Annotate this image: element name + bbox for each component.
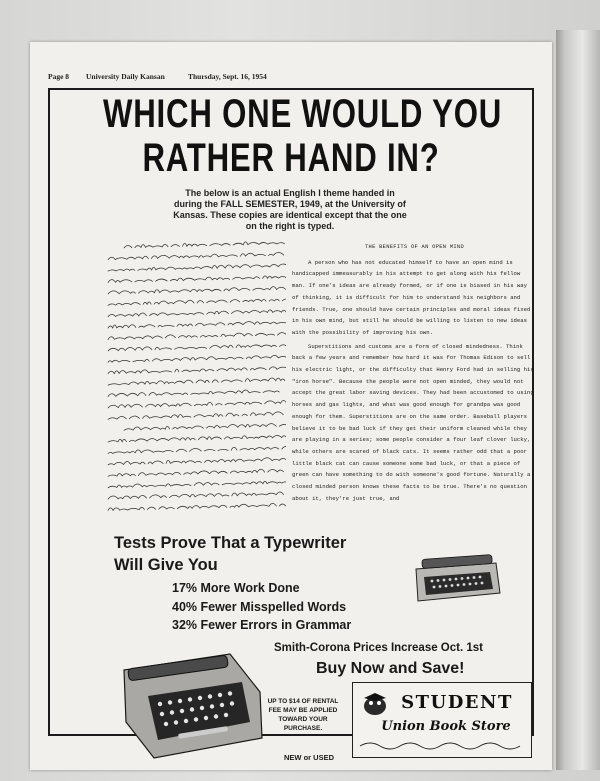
rental-fee-note: UP TO $14 OF RENTAL FEE MAY BE APPLIED TOWARD YOUR PURCHASE. [267, 698, 339, 732]
page-number: Page 8 [48, 72, 70, 81]
student-union-book-store-logo [352, 682, 534, 760]
store-name: STUDENT [401, 692, 513, 713]
store-mascot-icon [360, 690, 390, 718]
typewriter-illustration-small [408, 547, 504, 607]
typed-paragraph-1: A person who has not educated himself to have an open mind is handicapped immeasurably in his attempt to get along with his fellow man. If one's ideas are already formed, or if one is biased in his way of thinking, it is difficult for him to understand his neighbors and friends. True, one should have certain principles and moral ideas fixed in his own mind, but still he should be willing to listen to new ideas with the possibility of improving his own. [292, 258, 531, 336]
issue-date: Thursday, Sept. 16, 1954 [188, 72, 267, 81]
ad-headline [103, 92, 503, 180]
handwritten-theme-image [106, 232, 286, 522]
page-header [48, 70, 538, 84]
new-or-used-label: NEW or USED [283, 753, 334, 762]
typed-theme-title: THE BENEFITS OF AN OPEN MIND [365, 244, 464, 250]
intro-text: The below is an actual English I theme handed in during the FALL SEMESTER, 1949, at the University of Kansas. These copies are identical except that the one on the right is typed. [173, 188, 407, 231]
adjacent-page-edge [556, 30, 600, 770]
typed-theme [292, 242, 537, 522]
newspaper-name: University Daily Kansan [86, 72, 165, 81]
typed-paragraph-2: Superstitions and customs are a form of closed mindedness. Think back a few years and remember how hard it was for Thomas Edison to sell his electric light, or the difficulty that Henry Ford had in selling his "iron horse". Because the people were not open minded, they would not accept the great labor saving devices. They had been accustomed to using horses and gas lights, and what was good enough for grandpa was good enough for them. Superstitions are on the same order. Baseball players believe it to be bad luck if they get their uniform cleaned while they are playing in a series; some people consider a four leaf clover lucky, while others are scared of black cats. It seems rather odd that a poor little black cat can cause someone some bad luck, or that a piece of green can have something to do with someone's good fortune. Naturally a closed minded person knows these facts to be true. There's no question about it, they're just true, and [292, 342, 534, 502]
tests-line-1: Tests Prove That a Typewriter [114, 534, 347, 552]
store-logo-underline [358, 738, 526, 754]
tests-line-2: Will Give You [114, 556, 218, 574]
stat-misspelled: 40% Fewer Misspelled Words [172, 599, 347, 614]
headline-line-1: WHICH ONE WOULD YOU [103, 92, 503, 136]
headline-line-2: RATHER HAND IN? [142, 136, 440, 180]
typewriter-illustration-large [118, 652, 266, 762]
tests-heading [114, 532, 414, 576]
stat-work-done: 17% More Work Done [172, 581, 300, 595]
stat-grammar: 32% Fewer Errors in Grammar [172, 618, 352, 632]
price-increase-notice: Smith-Corona Prices Increase Oct. 1st [274, 642, 483, 654]
buy-now-slogan: Buy Now and Save! [316, 660, 465, 677]
newspaper-page [30, 42, 552, 770]
store-subtitle: Union Book Store [381, 719, 511, 734]
benefit-stats [172, 579, 402, 635]
